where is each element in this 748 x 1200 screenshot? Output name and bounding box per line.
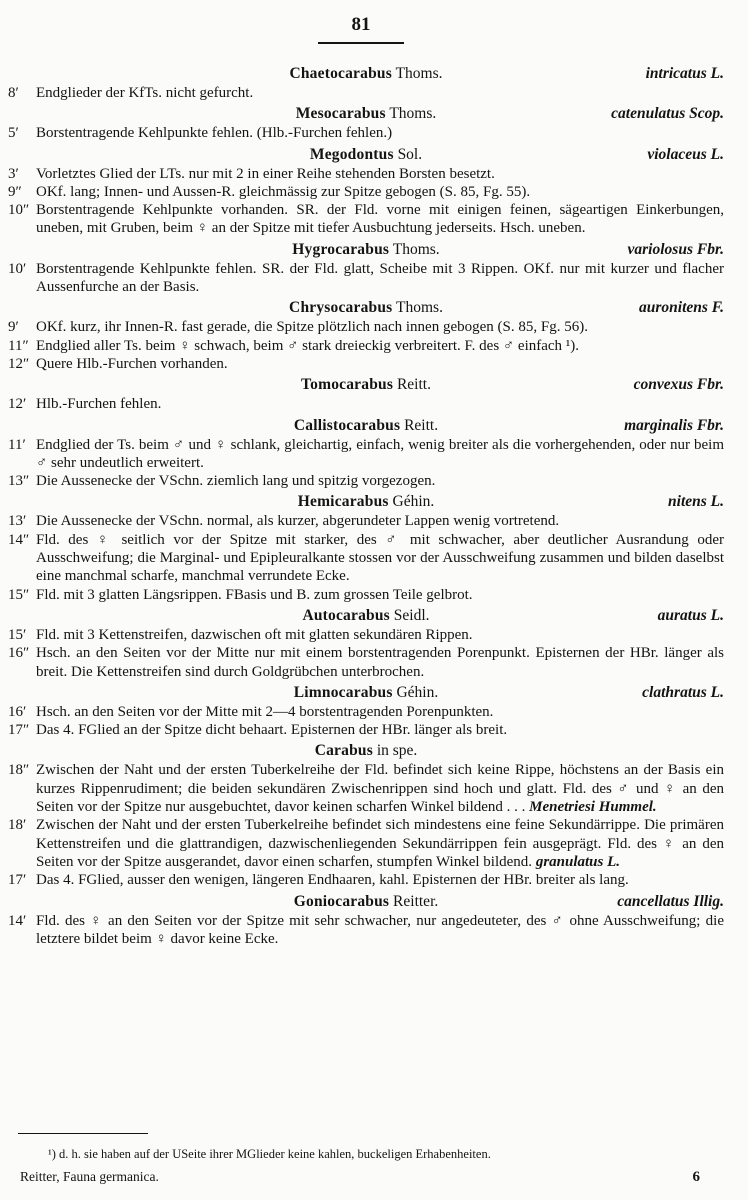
key-couplet (8, 395, 724, 413)
couplet-text: Borstentragende Kehlpunkte fehlen. (Hlb.-Furchen fehlen.) (36, 125, 393, 142)
couplet-text: Hlb.-Furchen fehlen. (36, 396, 162, 413)
couplet-text: Hsch. an den Seiten vor der Mitte nur mit einem borstentragenden Porenpunkt. Episternen der HBr. länger als breit. Die Kettenstreifen sind durch Goldgrübchen unterbrochen. (36, 645, 724, 680)
subgenus-author: Reitt. (404, 416, 439, 434)
footnote: ¹) d. h. sie haben auf der USeite ihrer MGlieder keine kahlen, buckeligen Erhabenheiten. (48, 1147, 491, 1161)
couplet-text: Endglieder der KfTs. nicht gefurcht. (36, 85, 254, 101)
couplet-text: Fld. mit 3 Kettenstreifen, dazwischen oft mit glatten sekundären Rippen. (36, 626, 473, 643)
couplet-text: Endglied aller Ts. beim ♀ schwach, beim ♂ stark dreieckig verbreitert. F. des ♂ einfach ¹). (36, 337, 580, 354)
key-couplet (8, 124, 724, 142)
subgenus-heading (8, 375, 724, 395)
couplet-number: 3′ (8, 165, 19, 182)
couplet-text: Endglied der Ts. beim ♂ und ♀ schlank, gleichartig, einfach, wenig breiter als die vorhergehenden, oder nur beim ♂ sehr undeutlich erweitert. (36, 436, 724, 471)
couplet-number: 9″ (8, 183, 22, 200)
key-couplet (8, 436, 724, 473)
subgenus-name: Limnocarabus (293, 683, 393, 701)
subgenus-heading (8, 104, 724, 124)
species-name: violaceus L. (647, 145, 724, 163)
subgenus-name: Hemicarabus (297, 493, 389, 511)
species-name: clathratus L. (642, 683, 724, 701)
species-name: Menetriesi Hummel. (529, 799, 657, 816)
subgenus-heading (8, 145, 724, 165)
key-couplet (8, 912, 724, 949)
couplet-number: 17′ (8, 872, 27, 889)
couplet-text: OKf. kurz, ihr Innen-R. fast gerade, die Spitze plötzlich nach innen gebogen (S. 85, Fg. 56). (36, 319, 588, 336)
couplet-text: Vorletztes Glied der LTs. nur mit 2 in einer Reihe stehenden Borsten besetzt. (36, 165, 495, 182)
couplet-text: Das 4. FGlied an der Spitze dicht behaart. Episternen der HBr. länger als breit. (36, 722, 508, 739)
footer-source: Reitter, Fauna germanica. (20, 1169, 159, 1184)
species-name: auratus L. (657, 606, 724, 624)
subgenus-author: Géhin. (392, 493, 435, 511)
signature-mark: 6 (692, 1169, 700, 1185)
couplet-text: Borstentragende Kehlpunkte vorhanden. SR. der Fld. vorne mit einigen feinen, sägeartigen Einkerbungen, uneben, mit Gruben, beim ♀ an der Spitze mit tiefer Ausbuchtung jederseits. Hsch. uneben. (36, 202, 724, 237)
species-name: cancellatus Illig. (617, 892, 724, 910)
couplet-text: Fld. mit 3 glatten Längsrippen. FBasis und B. zum grossen Teile gelbrot. (36, 586, 473, 603)
couplet-number: 14″ (8, 531, 30, 548)
key-couplet (8, 586, 724, 604)
key-couplet (8, 761, 724, 816)
key-couplet (8, 703, 724, 721)
subgenus-author: Thoms. (392, 240, 440, 258)
couplet-text: Fld. des ♀ seitlich vor der Spitze mit starker, des ♂ mit schwacher, aber deutlicher Ausrandung oder Ausschweifung; die Marginal- und Epipleuralkante stossen vor der Ausschweifung zusammen und bilden daselbst eine manchmal scharfe, manchmal verrundete Ecke. (36, 531, 724, 585)
key-couplet (8, 531, 724, 586)
subgenus-author: Thoms. (389, 105, 437, 123)
key-couplet (8, 472, 724, 490)
page-number-rule (318, 42, 404, 44)
couplet-number: 17″ (8, 722, 30, 739)
subgenus-name: Carabus (314, 742, 373, 760)
species-name: variolosus Fbr. (627, 240, 724, 258)
subgenus-heading (8, 606, 724, 626)
couplet-text: Das 4. FGlied, ausser den wenigen, längeren Endhaaren, kahl. Episternen der HBr. breiter als lang. (36, 872, 629, 889)
couplet-number: 13″ (8, 473, 30, 490)
species-name: nitens L. (668, 493, 724, 511)
couplet-number: 11′ (8, 436, 26, 453)
key-couplet (8, 318, 724, 336)
subgenus-heading (8, 492, 724, 512)
species-name: marginalis Fbr. (624, 416, 724, 434)
subgenus-name: Tomocarabus (301, 376, 394, 394)
subgenus-name: Hygrocarabus (292, 240, 390, 258)
subgenus-author: Reitter. (393, 892, 439, 910)
couplet-text: Die Aussenecke der VSchn. normal, als kurzer, abgerundeter Lappen wenig vortretend. (36, 513, 560, 530)
couplet-text: Hsch. an den Seiten vor der Mitte mit 2—4 borstentragenden Porenpunkten. (36, 703, 494, 720)
subgenus-name: Autocarabus (302, 606, 390, 624)
couplet-number: 5′ (8, 125, 19, 142)
couplet-text: Die Aussenecke der VSchn. ziemlich lang und spitzig vorgezogen. (36, 473, 436, 490)
key-couplet (8, 871, 724, 889)
footnote-rule (18, 1133, 148, 1134)
key-couplet (8, 201, 724, 238)
couplet-number: 12′ (8, 396, 27, 413)
key-content (8, 62, 724, 948)
key-couplet (8, 816, 724, 871)
key-couplet (8, 337, 724, 355)
couplet-text: Zwischen der Naht und der ersten Tuberkelreihe der Fld. befindet sich keine Rippe, höchstens an der Basis ein kurzes Rippenrudiment; die beiden sekundären Zwischenrippen sind hoch und glatt. Fld. des ♂ und ♀ an den Seiten vor der Spitze nur ausgebuchtet, davor keinen scharfen Winkel bildend . . . (36, 762, 724, 816)
key-couplet (8, 644, 724, 681)
couplet-number: 11″ (8, 337, 29, 354)
couplet-number: 12″ (8, 355, 30, 372)
subgenus-name: Chrysocarabus (289, 299, 393, 317)
couplet-number: 18′ (8, 817, 27, 834)
couplet-number: 13′ (8, 513, 27, 530)
subgenus-name: Megodontus (309, 145, 394, 163)
subgenus-name: Callistocarabus (293, 416, 401, 434)
subgenus-author: Seidl. (393, 606, 430, 624)
subgenus-heading (8, 892, 724, 912)
page-number: 81 (351, 14, 371, 35)
subgenus-heading (8, 240, 724, 260)
subgenus-author: Thoms. (396, 299, 443, 317)
couplet-number: 15″ (8, 586, 30, 603)
couplet-number: 14′ (8, 912, 27, 929)
subgenus-author: Thoms. (395, 65, 443, 82)
key-couplet (8, 260, 724, 297)
subgenus-heading (8, 683, 724, 703)
key-couplet (8, 183, 724, 201)
couplet-number: 9′ (8, 319, 19, 336)
subgenus-author: in spe. (376, 742, 418, 760)
couplet-text: Quere Hlb.-Furchen vorhanden. (36, 355, 228, 372)
key-couplet (8, 626, 724, 644)
key-couplet (8, 512, 724, 530)
couplet-text: Borstentragende Kehlpunkte fehlen. SR. der Fld. glatt, Scheibe mit 3 Rippen. OKf. nur mit kurzer und flacher Aussenfurche an der Basis. (36, 260, 724, 296)
couplet-text: Zwischen der Naht und der ersten Tuberkelreihe befindet sich mindestens eine feine Sekundärrippe. Die primären Kettenstreifen und die glattrandigen, dazwischenliegenden Sekundärrippen fein ausgeprägt. Fld. des ♀ an den Seiten vor der Spitze ausgerandet, davor einen scharfen, stumpfen Winkel bildend. (36, 817, 724, 870)
couplet-number: 16″ (8, 645, 30, 662)
key-couplet (8, 721, 724, 739)
species-name: convexus Fbr. (633, 376, 724, 394)
subgenus-author: Géhin. (396, 683, 439, 701)
subgenus-author: Reitt. (396, 376, 431, 394)
couplet-number: 16′ (8, 703, 27, 720)
page-footer (20, 1168, 700, 1186)
subgenus-author: Sol. (397, 145, 423, 163)
couplet-text: OKf. lang; Innen- und Aussen-R. gleichmässig zur Spitze gebogen (S. 85, Fg. 55). (36, 183, 531, 200)
couplet-number: 10′ (8, 260, 27, 277)
couplet-number: 8′ (8, 85, 19, 101)
couplet-number: 18″ (8, 762, 30, 779)
couplet-number: 15′ (8, 626, 27, 643)
couplet-text: Fld. des ♀ an den Seiten vor der Spitze mit sehr schwacher, nur angedeuteter, des ♂ ohne Ausschweifung; die letztere bildet beim ♀ davor keine Ecke. (36, 912, 724, 947)
species-name: catenulatus Scop. (611, 105, 724, 123)
subgenus-heading (8, 741, 724, 761)
key-couplet (8, 165, 724, 183)
subgenus-heading (8, 298, 724, 318)
key-couplet (8, 355, 724, 373)
species-name: auronitens F. (638, 299, 724, 317)
key-couplet (8, 84, 724, 102)
species-name: granulatus L. (535, 853, 621, 870)
subgenus-name: Chaetocarabus (289, 65, 392, 82)
subgenus-heading (8, 416, 724, 436)
subgenus-name: Goniocarabus (293, 892, 390, 910)
subgenus-name: Mesocarabus (295, 105, 386, 123)
couplet-number: 10″ (8, 202, 30, 219)
species-name: intricatus L. (645, 65, 724, 82)
subgenus-heading (8, 64, 724, 84)
